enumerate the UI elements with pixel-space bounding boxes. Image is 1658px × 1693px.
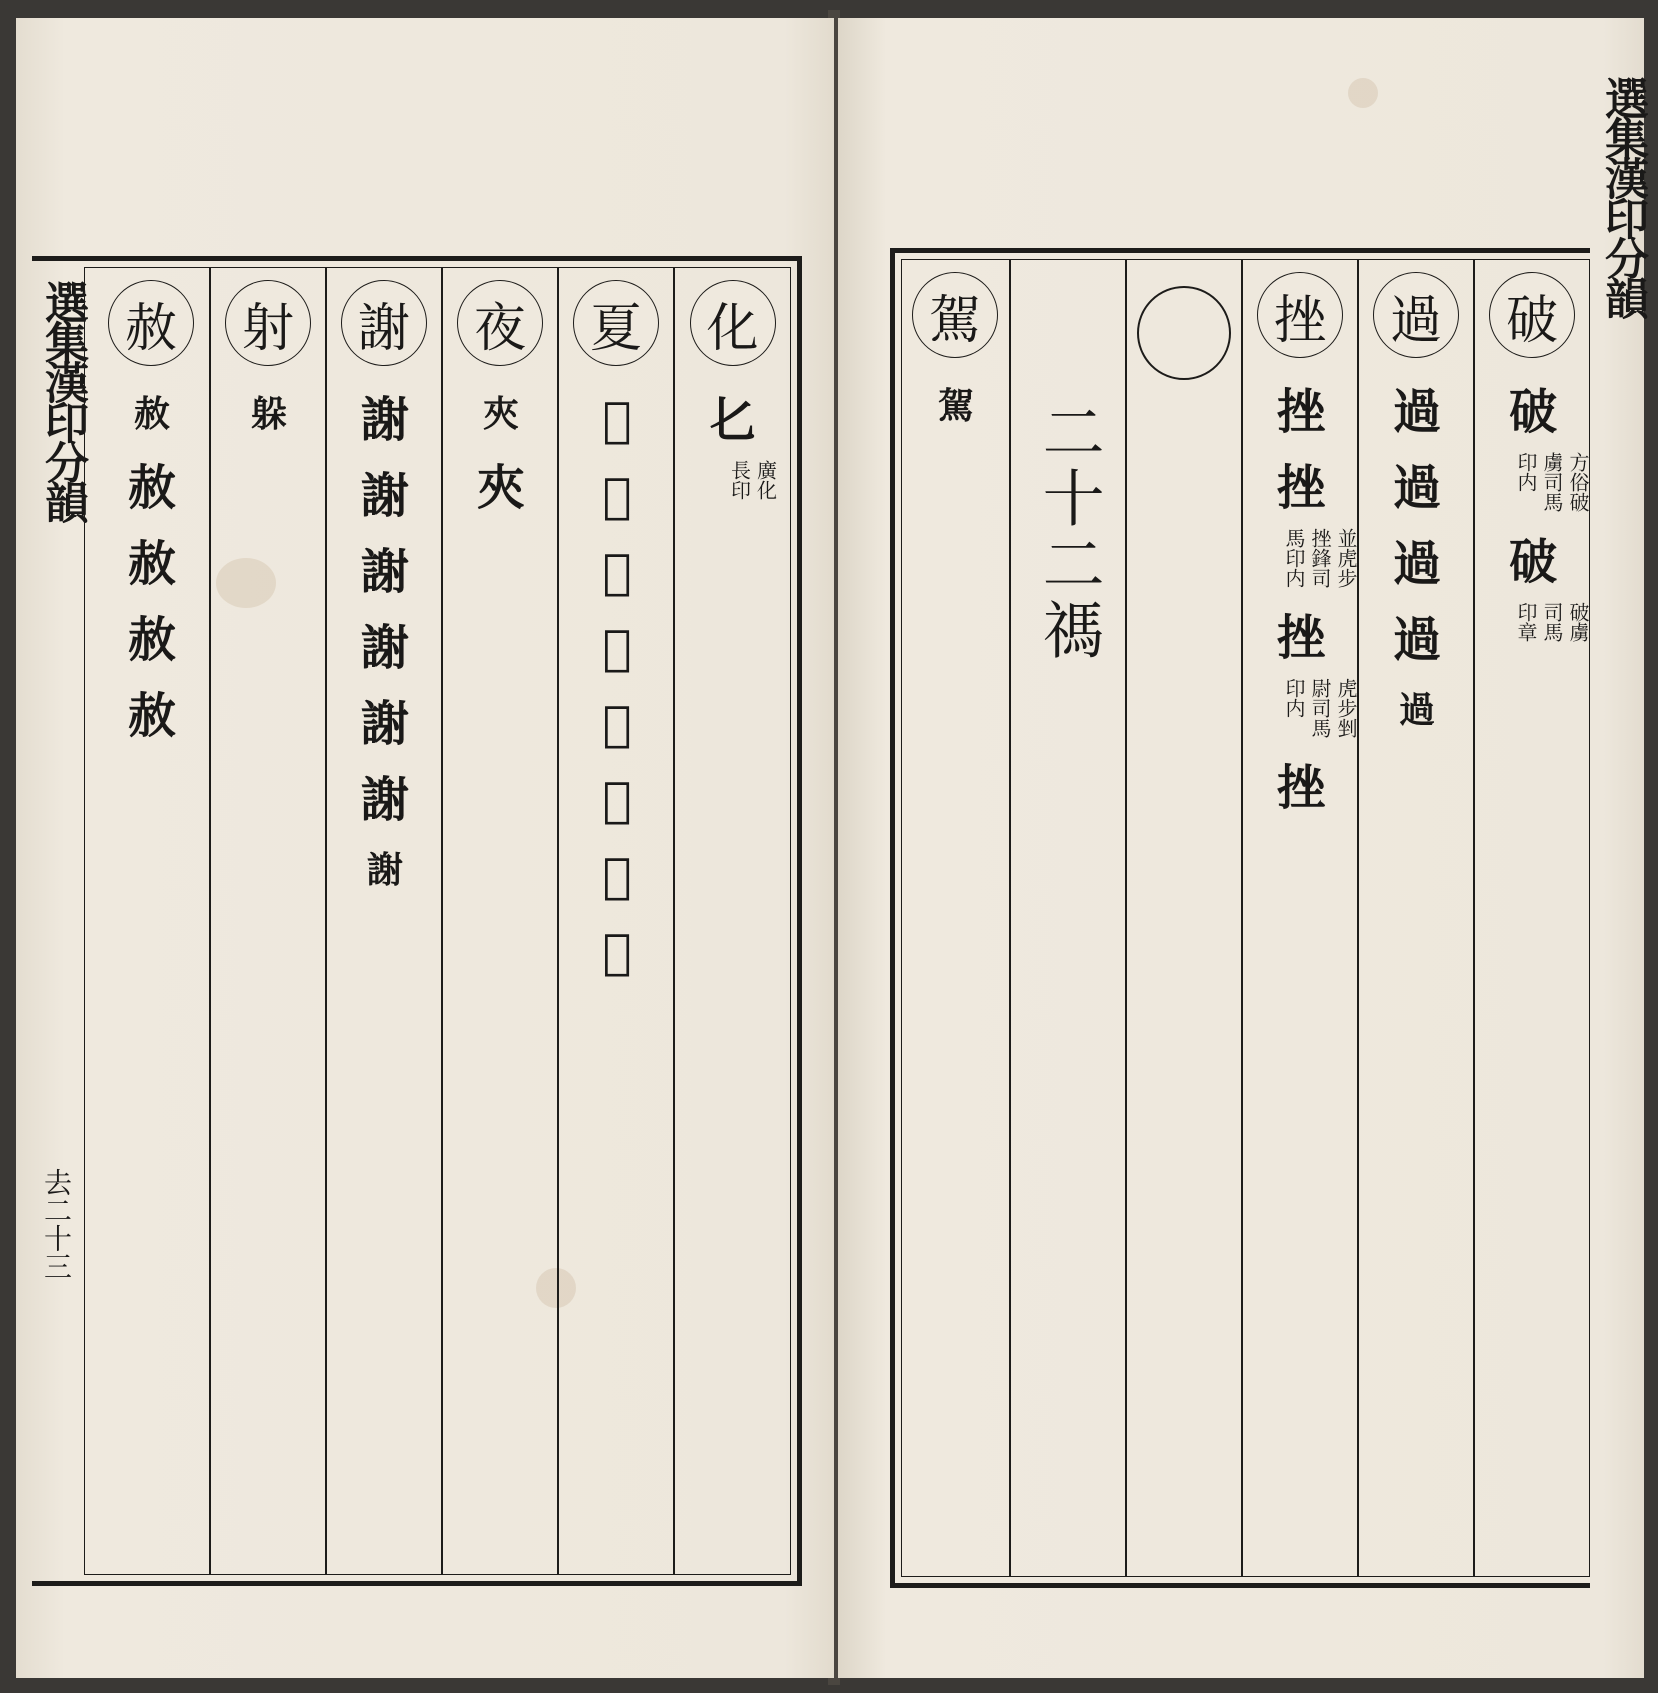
- seal-glyph: 過: [1392, 536, 1439, 592]
- seal-glyph: 謝: [360, 620, 407, 676]
- seal-glyph: 挫: [1276, 610, 1323, 666]
- entry-column: [443, 268, 557, 1574]
- head-character: 過: [1373, 272, 1459, 358]
- seal-glyph: 謝: [366, 849, 401, 891]
- entry-column: [901, 260, 1009, 1576]
- seal-glyph: 謝: [360, 696, 407, 752]
- entry-column: [1359, 260, 1473, 1576]
- source-note: 破虜 司馬 印章: [1514, 602, 1590, 642]
- head-character: 射: [225, 280, 311, 366]
- head-character: 駕: [912, 272, 998, 358]
- column-divider: [1125, 260, 1127, 1576]
- seal-glyph: 夾: [476, 460, 523, 516]
- seal-glyph: 謝: [360, 468, 407, 524]
- right-frame: [890, 248, 1590, 1588]
- seal-glyph: 𡕰: [602, 924, 630, 980]
- seal-glyph: 𡕰: [602, 468, 630, 524]
- head-character: 赦: [108, 280, 194, 366]
- column-divider: [209, 268, 211, 1574]
- seal-glyph: 𡕰: [602, 772, 630, 828]
- entry-column: [559, 268, 673, 1574]
- entry-column: [93, 268, 209, 1574]
- seal-glyph: 𡕰: [602, 620, 630, 676]
- seal-glyph: 𡕰: [602, 696, 630, 752]
- left-page: [16, 18, 834, 1678]
- seal-glyph: 𠤎: [709, 392, 756, 448]
- column-divider: [325, 268, 327, 1574]
- right-page: [838, 18, 1648, 1678]
- margin-title: 選集漢印分韻: [37, 280, 88, 520]
- seal-glyph: 赦: [133, 393, 168, 435]
- column-divider: [557, 268, 559, 1574]
- source-note: 虎步剉 尉司馬 印内: [1282, 678, 1358, 738]
- seal-glyph: 過: [1392, 384, 1439, 440]
- folio-number: 去二十三: [40, 1168, 73, 1280]
- left-frame: [32, 256, 802, 1586]
- seal-glyph: 駕: [937, 385, 972, 427]
- column-divider: [1241, 260, 1243, 1576]
- head-character: 破: [1489, 272, 1575, 358]
- seal-glyph: 𡕰: [602, 544, 630, 600]
- seal-glyph: 赦: [127, 612, 174, 668]
- source-note: 廣化 長印: [727, 460, 778, 500]
- empty-head-circle: [1137, 286, 1231, 380]
- seal-glyph: 謝: [360, 544, 407, 600]
- entry-column: [1475, 260, 1589, 1576]
- entry-column: [1127, 260, 1241, 1576]
- entry-column: [675, 268, 790, 1574]
- head-character: 挫: [1257, 272, 1343, 358]
- column-divider: [1009, 260, 1011, 1576]
- seal-glyph: 破: [1508, 534, 1555, 590]
- entry-column: [211, 268, 325, 1574]
- seal-glyph: 過: [1392, 612, 1439, 668]
- head-character: 夏: [573, 280, 659, 366]
- entry-column: [327, 268, 441, 1574]
- seal-glyph: 過: [1392, 460, 1439, 516]
- column-divider: [1473, 260, 1475, 1576]
- head-character: 化: [690, 280, 776, 366]
- source-note: 方俗破 虜司馬 印内: [1514, 452, 1590, 512]
- seal-glyph: 𡕰: [602, 848, 630, 904]
- seal-glyph: 謝: [360, 392, 407, 448]
- paper-stain: [1348, 78, 1378, 108]
- seal-glyph: 謝: [360, 772, 407, 828]
- seal-glyph: 𡕰: [602, 392, 630, 448]
- seal-glyph: 過: [1398, 689, 1433, 731]
- seal-glyph: 挫: [1276, 384, 1323, 440]
- seal-glyph: 破: [1508, 384, 1555, 440]
- head-character: 夜: [457, 280, 543, 366]
- seal-glyph: 躲: [250, 393, 285, 435]
- column-divider: [441, 268, 443, 1574]
- entry-column: [1243, 260, 1357, 1576]
- margin-title: 選集漢印分韻: [1597, 76, 1648, 316]
- column-divider: [1357, 260, 1359, 1576]
- right-grid: [901, 259, 1590, 1577]
- seal-glyph: 赦: [127, 688, 174, 744]
- seal-glyph: 挫: [1276, 760, 1323, 816]
- seal-glyph: 挫: [1276, 460, 1323, 516]
- rhyme-heading-column: [1011, 260, 1125, 1576]
- left-grid: [84, 267, 791, 1575]
- seal-glyph: 夾: [482, 393, 517, 435]
- source-note: 並虎步 挫鋒司 馬印内: [1282, 528, 1358, 588]
- seal-glyph: 赦: [127, 536, 174, 592]
- column-divider: [673, 268, 675, 1574]
- seal-glyph: 赦: [127, 460, 174, 516]
- head-character: 謝: [341, 280, 427, 366]
- rhyme-heading: 二十二禡: [1032, 400, 1106, 664]
